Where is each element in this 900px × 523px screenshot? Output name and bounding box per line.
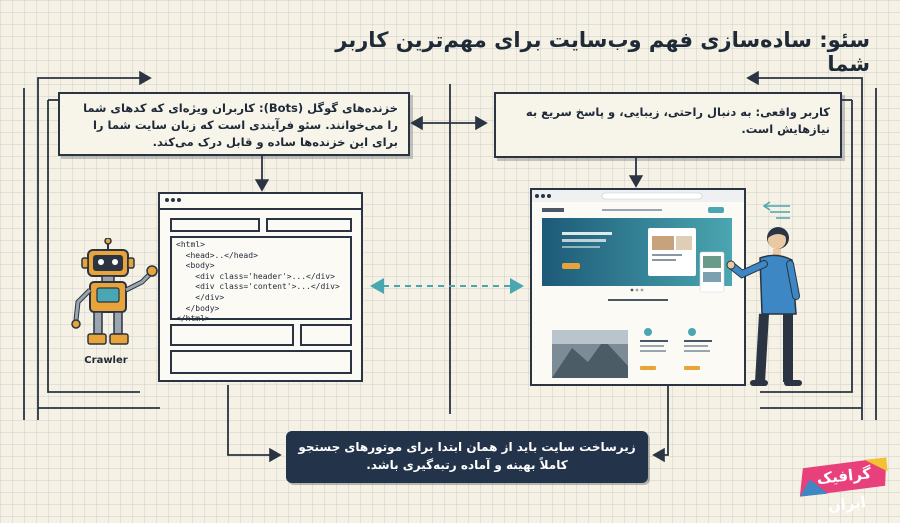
footer-placeholder (170, 350, 352, 374)
page-title: سئو: ساده‌سازی فهم وب‌سایت برای مهم‌ترین کاربر شما (335, 28, 870, 76)
crawler-label: Crawler (84, 355, 128, 366)
infrastructure-note-text: زیرساخت سایت باید از همان ابتدا برای موتورهای جستجو کاملاً بهینه و آماده رتبه‌گیری باشد. (298, 440, 636, 472)
code-block (170, 236, 352, 324)
code-window (158, 192, 363, 382)
crawler-info-text: خزنده‌های گوگل (Bots): کاربران ویژه‌ای که کدهای شما را می‌خوانند. سئو فرآیندی است که زبان سایت شما را برای این خزنده‌ها ساده و قابل درک می‌کند. (83, 101, 398, 149)
user-info-text: کاربر واقعی: به دنبال راحتی، زیبایی، و پاسخ سریع به نیازهایش است. (525, 105, 830, 136)
header-placeholder (170, 218, 260, 232)
brand-logo-text: گرافیک ایران (815, 464, 872, 515)
website-window (530, 188, 746, 386)
infrastructure-note-card (286, 431, 648, 483)
code-line: </body> (176, 303, 220, 313)
website-preview (532, 190, 744, 384)
robot-crawler-icon (70, 238, 162, 356)
user-info-card (494, 92, 842, 158)
code-line: <div class='header'>...</div> (176, 271, 335, 281)
code-line: <head>..</head> (176, 250, 258, 260)
nav-placeholder (266, 218, 352, 232)
code-window-titlebar (160, 194, 361, 210)
code-line: <body> (176, 261, 215, 271)
crawler-info-card (58, 92, 410, 156)
code-line: <html> (176, 240, 205, 249)
code-line: </html> (176, 314, 210, 324)
code-line: </div> (176, 292, 225, 302)
content-placeholder (170, 324, 294, 346)
code-line: <div class='content'>...</div> (176, 282, 340, 292)
person-user-icon (726, 222, 810, 398)
sidebar-placeholder (300, 324, 352, 346)
